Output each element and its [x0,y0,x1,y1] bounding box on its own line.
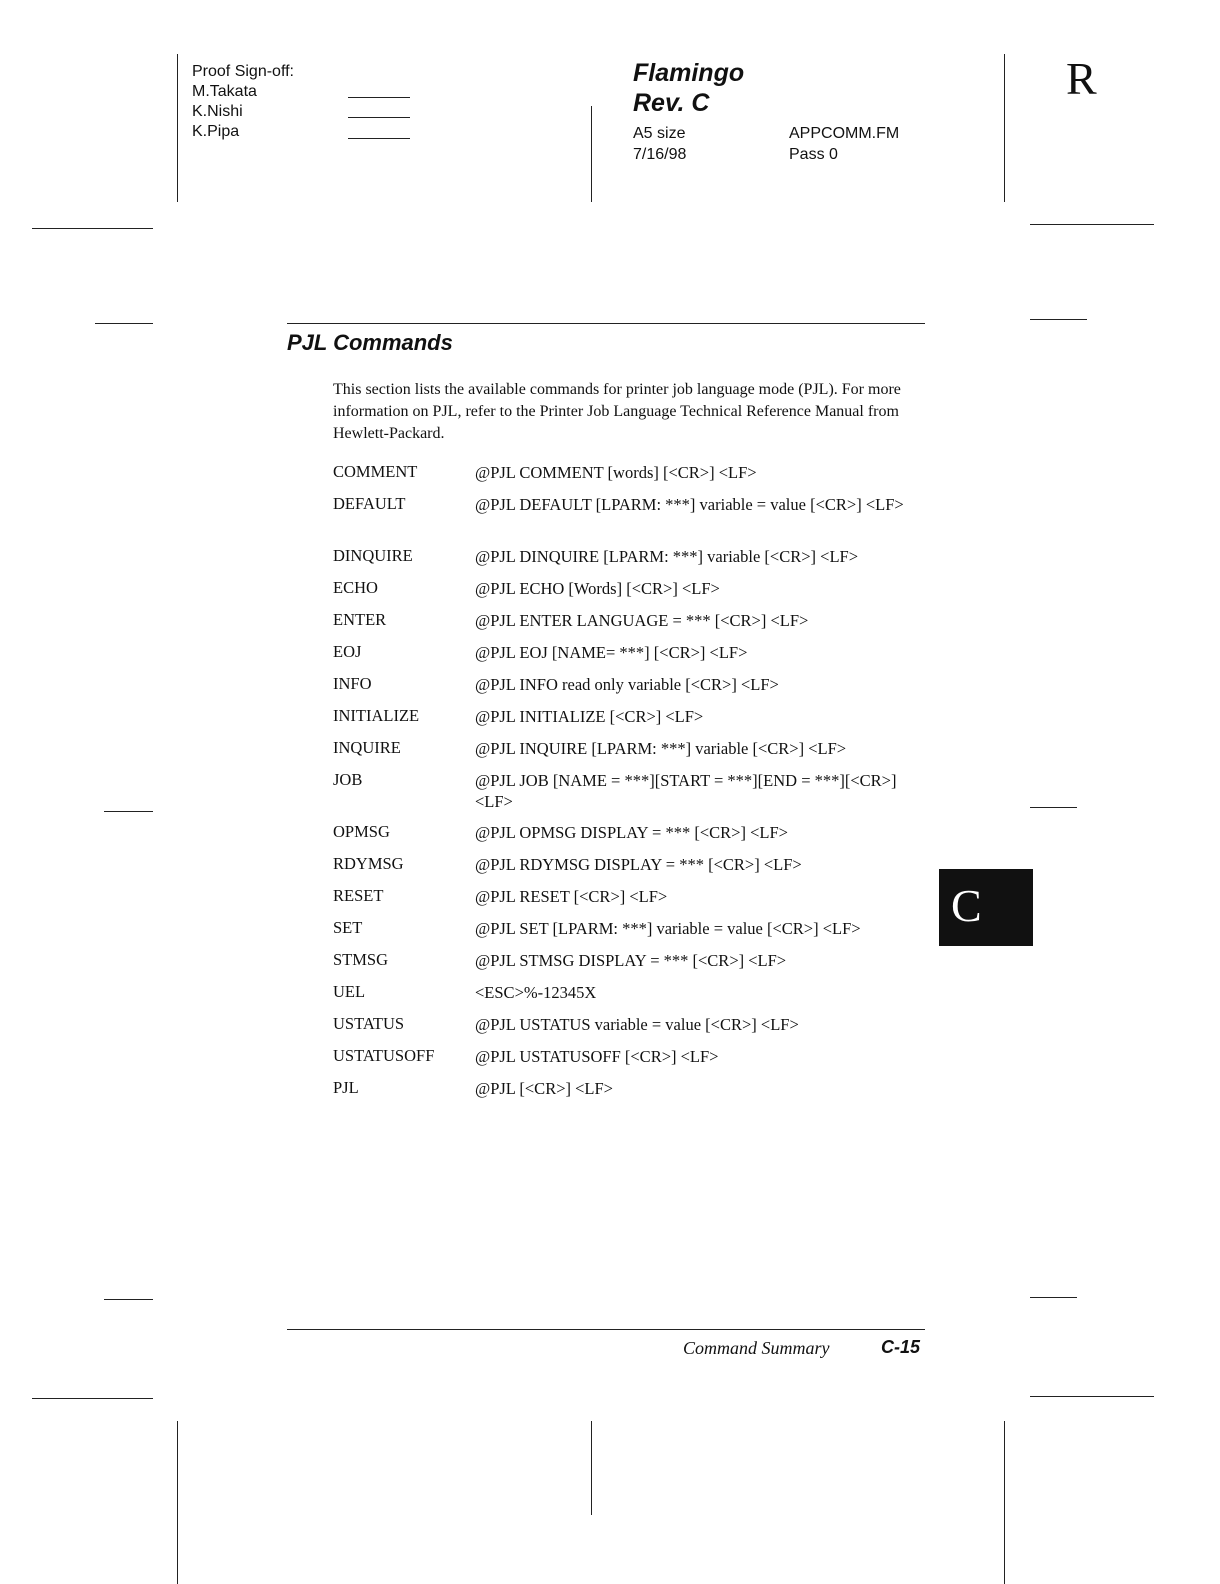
section-rule [287,323,925,324]
crop-mark-right-2 [1030,319,1087,320]
command-row [333,738,933,759]
command-name: STMSG [333,950,389,969]
command-syntax: @PJL [<CR>] <LF> [475,1079,613,1098]
corner-letter: R [1066,53,1097,104]
command-syntax: @PJL RESET [<CR>] <LF> [475,887,668,906]
command-name: INFO [333,674,372,693]
command-row [333,822,933,843]
proof-signer-1: M.Takata [192,83,257,100]
command-syntax: @PJL OPMSG DISPLAY = *** [<CR>] <LF> [475,823,788,842]
crop-mark-right-1 [1030,224,1154,225]
command-name: INQUIRE [333,738,401,757]
command-row [333,886,933,907]
command-row [333,578,933,599]
command-row [333,950,933,971]
signature-line-2 [348,117,410,118]
crop-mark-right-3 [1030,807,1077,808]
command-row [333,770,933,812]
proof-signoff-label: Proof Sign-off: [192,63,294,80]
command-name: ECHO [333,578,378,597]
crop-mark-bottom-center [591,1421,592,1515]
crop-mark-top-left [177,54,178,202]
proof-signer-2: K.Nishi [192,103,243,120]
command-syntax: @PJL JOB [NAME = ***][START = ***][END = ***][<CR>] <LF> [475,771,897,811]
crop-mark-bottom-left [177,1421,178,1584]
command-row [333,546,933,567]
command-name: OPMSG [333,822,390,841]
page-number: C-15 [881,1337,921,1357]
command-row [333,494,933,515]
command-syntax: @PJL USTATUS variable = value [<CR>] <LF> [475,1015,799,1034]
pass-number: Pass 0 [789,146,838,163]
command-name: UEL [333,982,366,1001]
command-row [333,1046,933,1067]
command-name: USTATUSOFF [333,1046,435,1065]
command-row [333,918,933,939]
command-name: COMMENT [333,462,418,481]
crop-mark-bottom-right [1004,1421,1005,1584]
command-row [333,1014,933,1035]
crop-mark-left-2 [95,323,153,324]
command-row [333,1078,933,1099]
document-title: Flamingo [633,59,745,87]
chapter-tab-letter: C [951,880,982,931]
command-syntax: <ESC>%-12345X [475,983,597,1002]
command-syntax: @PJL SET [LPARM: ***] variable = value [<CR>] <LF> [475,919,861,938]
page-size: A5 size [633,125,686,142]
crop-mark-top-center [591,106,592,202]
command-syntax: @PJL DEFAULT [LPARM: ***] variable = value [<CR>] <LF> [475,495,904,514]
command-syntax: @PJL COMMENT [words] [<CR>] <LF> [475,463,757,482]
command-name: USTATUS [333,1014,405,1033]
command-name: DINQUIRE [333,546,413,565]
command-name: JOB [333,770,363,789]
command-syntax: @PJL EOJ [NAME= ***] [<CR>] <LF> [475,643,748,662]
proof-signer-3: K.Pipa [192,123,240,140]
command-row [333,982,933,1003]
command-syntax: @PJL ECHO [Words] [<CR>] <LF> [475,579,720,598]
file-name: APPCOMM.FM [789,125,900,142]
command-name: SET [333,918,363,937]
crop-mark-left-1 [32,228,153,229]
command-syntax: @PJL DINQUIRE [LPARM: ***] variable [<CR>] <LF> [475,547,859,566]
document-revision: Rev. C [633,89,710,117]
command-name: EOJ [333,642,362,661]
crop-mark-right-4 [1030,1297,1077,1298]
signature-line-3 [348,138,410,139]
crop-mark-left-5 [32,1398,153,1399]
command-row [333,642,933,663]
command-row [333,610,933,631]
command-syntax: @PJL STMSG DISPLAY = *** [<CR>] <LF> [475,951,787,970]
footer-rule [287,1329,925,1330]
crop-mark-right-5 [1030,1396,1154,1397]
command-name: RDYMSG [333,854,404,873]
command-syntax: @PJL RDYMSG DISPLAY = *** [<CR>] <LF> [475,855,802,874]
crop-mark-top-right [1004,54,1005,202]
chapter-tab [939,869,1033,946]
command-name: DEFAULT [333,494,406,513]
command-name: INITIALIZE [333,706,420,725]
command-syntax: @PJL INITIALIZE [<CR>] <LF> [475,707,704,726]
command-row [333,462,933,483]
revision-date: 7/16/98 [633,146,687,163]
command-row [333,674,933,695]
command-row [333,854,933,875]
command-row [333,706,933,727]
proof-signoff-block [192,62,294,142]
command-syntax: @PJL INQUIRE [LPARM: ***] variable [<CR>] <LF> [475,739,847,758]
command-syntax: @PJL INFO read only variable [<CR>] <LF> [475,675,779,694]
command-syntax: @PJL ENTER LANGUAGE = *** [<CR>] <LF> [475,611,809,630]
section-intro: This section lists the available commands for printer job language mode (PJL). For more information on PJL, refer to the Printer Job Language Technical Reference Manual from Hewlett-Packard. [333,381,901,442]
crop-mark-left-3 [104,811,153,812]
footer-chapter-title: Command Summary [683,1338,830,1358]
command-syntax: @PJL USTATUSOFF [<CR>] <LF> [475,1047,719,1066]
command-name: RESET [333,886,384,905]
signature-line-1 [348,97,410,98]
section-title: PJL Commands [287,330,453,355]
crop-mark-left-4 [104,1299,153,1300]
command-name: ENTER [333,610,387,629]
command-name: PJL [333,1078,359,1097]
